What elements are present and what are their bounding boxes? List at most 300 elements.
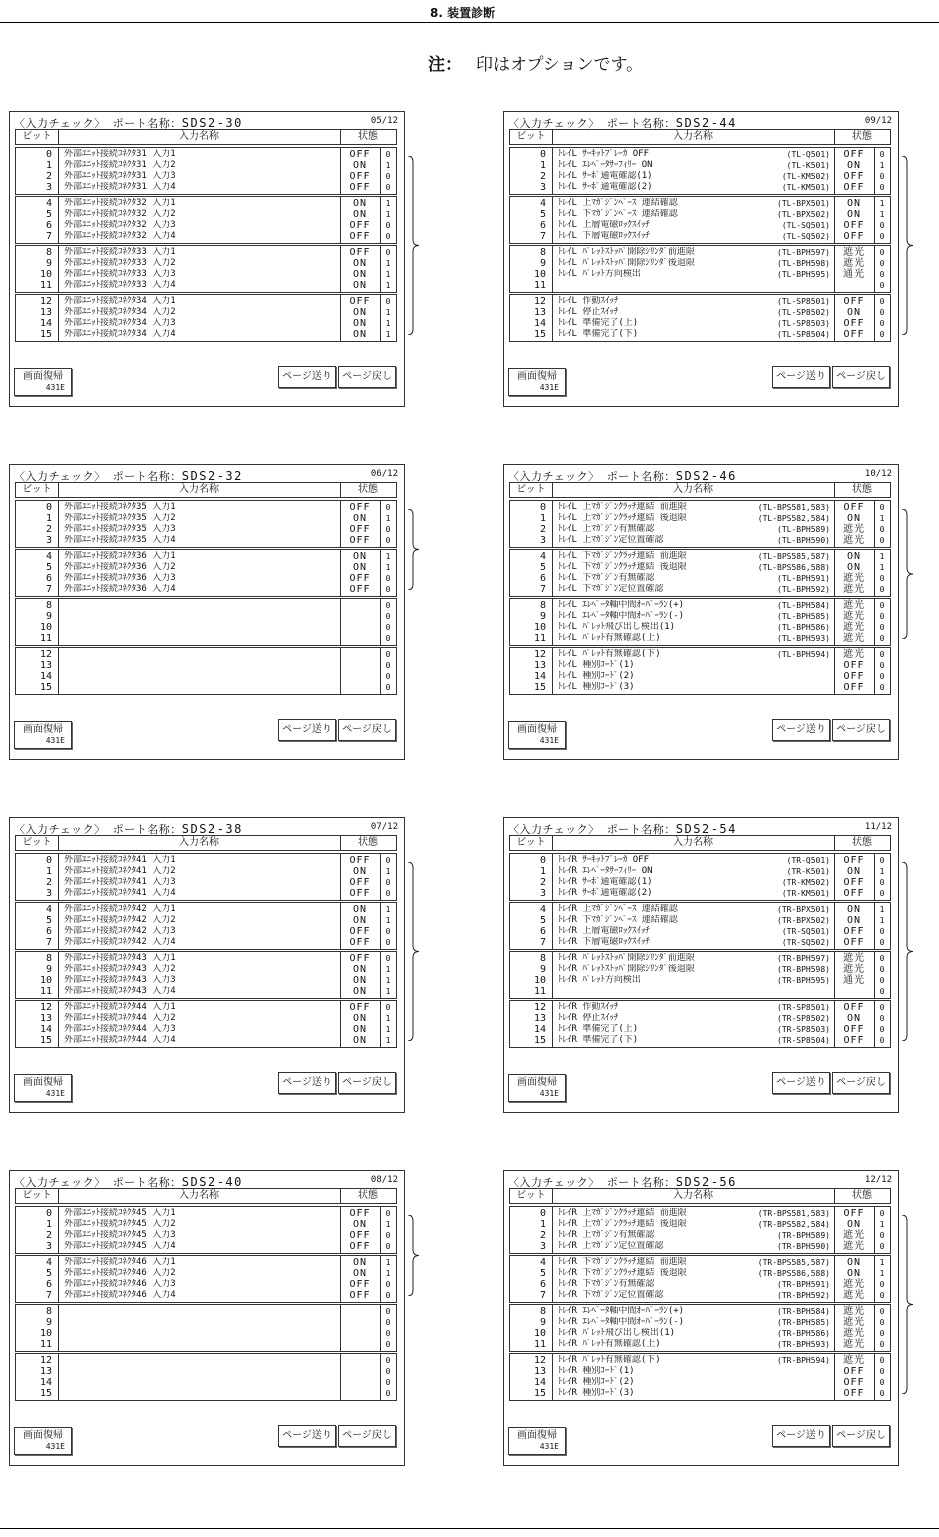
column-input-name: 入力名称	[552, 1189, 835, 1203]
screen-restore-button[interactable]	[14, 1427, 72, 1455]
table-row	[16, 269, 396, 280]
table-row	[510, 1219, 890, 1230]
table-row	[16, 600, 396, 611]
bit-value: 0	[385, 661, 391, 670]
input-state: OFF	[843, 877, 865, 888]
column-bit: ビット	[16, 130, 59, 144]
page-next-button[interactable]: ページ送り	[772, 366, 830, 388]
bit-number: 0	[539, 149, 546, 160]
page-prev-button[interactable]: ページ戻し	[832, 719, 890, 741]
input-name: ﾄﾚｲR ｴﾚﾍﾞｰﾀ軸中間ｵｰﾊﾞｰﾗﾝ(-)	[558, 1317, 685, 1327]
bit-number: 12	[533, 1002, 546, 1013]
device-code: (TR-BPH594)	[777, 1356, 830, 1365]
input-state: OFF	[349, 1241, 371, 1252]
bit-value: 0	[385, 954, 391, 963]
table-row	[16, 584, 396, 595]
screen-restore-button[interactable]	[508, 368, 566, 396]
input-name: 外部ﾕﾆｯﾄ接続ｺﾈｸﾀ33 入力2	[64, 258, 176, 268]
bit-number: 9	[45, 611, 52, 622]
bit-group	[509, 549, 891, 597]
table-row	[510, 551, 890, 562]
page-next-button[interactable]: ページ送り	[278, 1425, 336, 1447]
screen-restore-button[interactable]	[14, 721, 72, 749]
bit-number: 7	[45, 584, 52, 595]
device-code: (TL-Q501)	[786, 150, 830, 159]
option-brace	[901, 862, 915, 1041]
input-name: ﾄﾚｲL ﾊﾟﾚｯﾄｽﾄｯﾊﾟ開除ｼﾘﾝﾀﾞ後退限	[558, 258, 695, 268]
input-name: ﾄﾚｲR ｻｰﾎﾞ通電確認(2)	[558, 888, 653, 898]
input-name: ﾄﾚｲR 下ﾏｶﾞｼﾞﾝｸﾗｯﾁ連結 後退限	[558, 1268, 687, 1278]
diagnostic-panel	[9, 817, 405, 1113]
device-code: (TR-SP8501)	[777, 1003, 830, 1012]
page-prev-button[interactable]: ページ戻し	[338, 1425, 396, 1447]
input-state: ON	[352, 269, 368, 280]
bit-group	[15, 1353, 397, 1401]
bit-value: 1	[879, 867, 885, 876]
input-state: ON	[352, 280, 368, 291]
bit-number: 5	[45, 562, 52, 573]
bit-group	[509, 647, 891, 695]
device-code: (TR-BPH597)	[777, 954, 830, 963]
input-state: OFF	[349, 220, 371, 231]
page-prev-button[interactable]: ページ戻し	[832, 1072, 890, 1094]
input-name: 外部ﾕﾆｯﾄ接続ｺﾈｸﾀ31 入力3	[64, 171, 176, 181]
column-input-name: 入力名称	[58, 483, 341, 497]
bit-number: 10	[533, 975, 546, 986]
input-state: OFF	[349, 1279, 371, 1290]
column-bit: ビット	[510, 836, 553, 850]
input-state: 遮光	[843, 1355, 865, 1366]
device-code: (TL-BPH597)	[777, 248, 830, 257]
table-row	[16, 926, 396, 937]
table-header	[509, 129, 891, 145]
screen-restore-button[interactable]	[14, 1074, 72, 1102]
table-row	[510, 573, 890, 584]
bit-value: 1	[879, 199, 885, 208]
bit-number: 11	[533, 986, 546, 997]
device-code: (TR-SQ501)	[781, 927, 830, 936]
restore-code: 431E	[539, 1442, 559, 1451]
table-row	[510, 855, 890, 866]
input-name: 外部ﾕﾆｯﾄ接続ｺﾈｸﾀ46 入力4	[64, 1290, 176, 1300]
input-name: 外部ﾕﾆｯﾄ接続ｺﾈｸﾀ34 入力3	[64, 318, 176, 328]
input-name: ﾄﾚｲR 下ﾏｶﾞｼﾞﾝﾍﾞｰｽ 連結確認	[558, 915, 678, 925]
table-row	[510, 649, 890, 660]
input-state: ON	[846, 1013, 862, 1024]
option-brace	[901, 509, 915, 639]
bit-group	[509, 951, 891, 999]
screen-restore-button[interactable]	[14, 368, 72, 396]
column-input-name: 入力名称	[552, 483, 835, 497]
bit-group	[15, 1000, 397, 1048]
input-name: ﾄﾚｲR ｻｰﾎﾞ通電確認(1)	[558, 877, 653, 887]
brace-path	[408, 156, 419, 335]
device-code: (TL-BPS582,584)	[757, 514, 830, 523]
input-state: ON	[846, 198, 862, 209]
bit-number: 5	[539, 915, 546, 926]
bit-group	[15, 245, 397, 293]
table-row	[16, 1317, 396, 1328]
page-next-button[interactable]: ページ送り	[278, 366, 336, 388]
table-row	[16, 220, 396, 231]
input-state: OFF	[843, 318, 865, 329]
bit-value: 0	[385, 683, 391, 692]
input-state: 遮光	[843, 622, 865, 633]
bit-value: 1	[385, 1014, 391, 1023]
input-name: 外部ﾕﾆｯﾄ接続ｺﾈｸﾀ42 入力1	[64, 904, 176, 914]
device-code: (TL-BPS586,588)	[757, 563, 830, 572]
restore-code: 431E	[539, 736, 559, 745]
bit-number: 1	[539, 160, 546, 171]
page-next-button[interactable]: ページ送り	[772, 1072, 830, 1094]
bit-number: 8	[539, 247, 546, 258]
bit-number: 6	[539, 573, 546, 584]
bit-number: 11	[39, 986, 52, 997]
bit-value: 1	[385, 987, 391, 996]
input-state: ON	[846, 562, 862, 573]
table-header	[15, 835, 397, 851]
input-name: 外部ﾕﾆｯﾄ接続ｺﾈｸﾀ36 入力4	[64, 584, 176, 594]
device-code: (TL-SP8502)	[777, 308, 830, 317]
input-name: ﾄﾚｲL ｻｰﾎﾞ通電確認(2)	[558, 182, 653, 192]
restore-code: 431E	[45, 1442, 65, 1451]
bit-value: 0	[385, 232, 391, 241]
input-name: ﾄﾚｲL 下ﾏｶﾞｼﾞﾝ定位置確認	[558, 584, 664, 594]
bit-value: 0	[879, 232, 885, 241]
bit-value: 0	[385, 634, 391, 643]
input-state: OFF	[349, 1230, 371, 1241]
table-row	[510, 329, 890, 340]
table-row	[510, 258, 890, 269]
input-state: OFF	[349, 171, 371, 182]
bit-group	[509, 1353, 891, 1401]
table-row	[16, 1268, 396, 1279]
input-name: 外部ﾕﾆｯﾄ接続ｺﾈｸﾀ44 入力3	[64, 1024, 176, 1034]
table-row	[510, 1355, 890, 1366]
input-name: ﾄﾚｲL 上ﾏｶﾞｼﾞﾝﾍﾞｰｽ 連結確認	[558, 198, 678, 208]
device-code: (TL-KM501)	[781, 183, 830, 192]
brace-path	[902, 156, 913, 335]
input-state: ON	[846, 1257, 862, 1268]
page-next-button[interactable]: ページ送り	[772, 719, 830, 741]
input-state: OFF	[843, 220, 865, 231]
device-code: (TL-BPS581,583)	[757, 503, 830, 512]
page-next-button[interactable]: ページ送り	[772, 1425, 830, 1447]
table-row	[16, 502, 396, 513]
table-row	[16, 888, 396, 899]
input-name: 外部ﾕﾆｯﾄ接続ｺﾈｸﾀ43 入力1	[64, 953, 176, 963]
input-state: OFF	[349, 502, 371, 513]
input-state: 遮光	[843, 1290, 865, 1301]
bit-number: 2	[45, 877, 52, 888]
bit-number: 10	[39, 622, 52, 633]
table-row	[510, 269, 890, 280]
bit-value: 0	[879, 525, 885, 534]
input-state: ON	[352, 1013, 368, 1024]
bit-number: 3	[45, 535, 52, 546]
screen-title-label: 〈入力チェック〉 ポート名称：	[508, 823, 676, 836]
input-name: ﾄﾚｲR 種別ｺｰﾄﾞ(2)	[558, 1377, 635, 1387]
bit-number: 9	[539, 611, 546, 622]
page-next-button[interactable]: ページ送り	[278, 1072, 336, 1094]
bit-number: 1	[539, 866, 546, 877]
bit-value: 0	[879, 503, 885, 512]
table-row	[16, 1002, 396, 1013]
diagnostic-panel	[503, 464, 899, 760]
bit-number: 5	[45, 915, 52, 926]
bit-number: 3	[539, 1241, 546, 1252]
input-state: ON	[352, 1024, 368, 1035]
input-name: ﾄﾚｲL 上ﾏｶﾞｼﾞﾝｸﾗｯﾁ連結 後退限	[558, 513, 687, 523]
bit-number: 2	[539, 171, 546, 182]
device-code: (TL-BPH590)	[777, 536, 830, 545]
page-prev-button[interactable]: ページ戻し	[338, 366, 396, 388]
input-state: 遮光	[843, 964, 865, 975]
input-state: 遮光	[843, 649, 865, 660]
device-code: (TL-BPH594)	[777, 650, 830, 659]
input-state: OFF	[843, 149, 865, 160]
table-row	[16, 649, 396, 660]
bit-group	[509, 196, 891, 244]
table-row	[16, 573, 396, 584]
input-state: OFF	[843, 855, 865, 866]
input-state: 遮光	[843, 953, 865, 964]
device-code: (TL-BPH591)	[777, 574, 830, 583]
bit-number: 6	[45, 220, 52, 231]
bit-value: 0	[879, 634, 885, 643]
bit-number: 10	[533, 1328, 546, 1339]
note-label: 注：	[428, 55, 462, 75]
device-code: (TR-BPH584)	[777, 1307, 830, 1316]
table-row	[510, 986, 890, 997]
input-name: 外部ﾕﾆｯﾄ接続ｺﾈｸﾀ45 入力4	[64, 1241, 176, 1251]
bit-value: 0	[879, 308, 885, 317]
bit-value: 0	[879, 574, 885, 583]
input-name: ﾄﾚｲL ﾊﾟﾚｯﾄ飛び出し検出(1)	[558, 622, 676, 632]
bit-value: 0	[879, 1356, 885, 1365]
table-row	[510, 926, 890, 937]
device-code: (TR-BPH593)	[777, 1340, 830, 1349]
input-state: 遮光	[843, 600, 865, 611]
bit-number: 14	[39, 671, 52, 682]
table-row	[510, 220, 890, 231]
bit-value: 0	[879, 1318, 885, 1327]
device-code: (TL-BPH584)	[777, 601, 830, 610]
input-state: ON	[352, 258, 368, 269]
bit-value: 1	[879, 905, 885, 914]
input-name: 外部ﾕﾆｯﾄ接続ｺﾈｸﾀ45 入力2	[64, 1219, 176, 1229]
device-code: (TR-BPH589)	[777, 1231, 830, 1240]
table-row	[510, 682, 890, 693]
bit-value: 1	[879, 563, 885, 572]
bit-value: 1	[879, 916, 885, 925]
bit-value: 0	[385, 1367, 391, 1376]
bit-number: 14	[533, 671, 546, 682]
table-row	[510, 1268, 890, 1279]
input-name: 外部ﾕﾆｯﾄ接続ｺﾈｸﾀ44 入力4	[64, 1035, 176, 1045]
input-name: ﾄﾚｲL ｴﾚﾍﾞｰﾀ軸中間ｵｰﾊﾞｰﾗﾝ(+)	[558, 600, 685, 610]
input-name: 外部ﾕﾆｯﾄ接続ｺﾈｸﾀ31 入力2	[64, 160, 176, 170]
bit-value: 0	[879, 1307, 885, 1316]
bit-number: 7	[45, 937, 52, 948]
input-name: ﾄﾚｲR ｻｰｷｯﾄﾌﾞﾚｰｶ OFF	[558, 855, 650, 865]
input-state: 遮光	[843, 524, 865, 535]
input-state: OFF	[349, 855, 371, 866]
screen-title-label: 〈入力チェック〉 ポート名称：	[14, 1176, 182, 1189]
bit-number: 14	[39, 1377, 52, 1388]
page-prev-button[interactable]: ページ戻し	[832, 1425, 890, 1447]
input-state: OFF	[349, 247, 371, 258]
input-name: 外部ﾕﾆｯﾄ接続ｺﾈｸﾀ32 入力4	[64, 231, 176, 241]
table-row	[510, 171, 890, 182]
table-header	[15, 482, 397, 498]
input-state: OFF	[843, 1002, 865, 1013]
input-state: ON	[846, 866, 862, 877]
bit-value: 0	[879, 1036, 885, 1045]
bit-group	[509, 245, 891, 293]
bit-number: 1	[539, 513, 546, 524]
bit-number: 8	[45, 953, 52, 964]
input-state: ON	[352, 329, 368, 340]
table-row	[510, 307, 890, 318]
port-name: SDS2-32	[181, 469, 243, 483]
bit-value: 1	[385, 1025, 391, 1034]
device-code: (TR-BPH585)	[777, 1318, 830, 1327]
page-prev-button[interactable]: ページ戻し	[338, 1072, 396, 1094]
bit-number: 15	[39, 329, 52, 340]
diagnostic-panel	[9, 1170, 405, 1466]
device-code: (TL-BPH598)	[777, 259, 830, 268]
bit-group	[509, 1206, 891, 1254]
table-row	[510, 877, 890, 888]
device-code: (TL-K501)	[786, 161, 830, 170]
device-code: (TR-BPH590)	[777, 1242, 830, 1251]
input-state: ON	[352, 1219, 368, 1230]
bit-number: 6	[45, 573, 52, 584]
bit-value: 0	[879, 270, 885, 279]
bit-number: 9	[539, 964, 546, 975]
table-row	[16, 1035, 396, 1046]
bit-value: 0	[385, 1389, 391, 1398]
bit-value: 0	[879, 889, 885, 898]
table-row	[16, 1290, 396, 1301]
input-name: 外部ﾕﾆｯﾄ接続ｺﾈｸﾀ44 入力1	[64, 1002, 176, 1012]
input-state: ON	[352, 551, 368, 562]
option-note	[428, 50, 643, 75]
bit-number: 0	[45, 502, 52, 513]
input-name: 外部ﾕﾆｯﾄ接続ｺﾈｸﾀ31 入力1	[64, 149, 176, 159]
bit-value: 0	[879, 536, 885, 545]
table-row	[16, 1279, 396, 1290]
device-code: (TR-BPS585,587)	[757, 1258, 830, 1267]
table-row	[510, 1377, 890, 1388]
input-state: ON	[352, 307, 368, 318]
input-name: 外部ﾕﾆｯﾄ接続ｺﾈｸﾀ43 入力3	[64, 975, 176, 985]
page-number: 08/12	[370, 1175, 398, 1185]
table-row	[510, 1208, 890, 1219]
bit-value: 0	[385, 536, 391, 545]
bit-value: 0	[385, 221, 391, 230]
input-name: ﾄﾚｲR 上ﾏｶﾞｼﾞﾝﾍﾞｰｽ 連結確認	[558, 904, 678, 914]
brace-path	[408, 509, 419, 590]
input-state: 遮光	[843, 1241, 865, 1252]
bit-value: 0	[385, 938, 391, 947]
bit-group	[509, 598, 891, 646]
bit-number: 5	[539, 209, 546, 220]
device-code: (TR-BPS581,583)	[757, 1209, 830, 1218]
table-row	[510, 1306, 890, 1317]
input-state: 遮光	[843, 535, 865, 546]
bit-value: 1	[385, 965, 391, 974]
bit-number: 0	[539, 855, 546, 866]
table-row	[16, 318, 396, 329]
input-state: ON	[352, 1035, 368, 1046]
bit-value: 0	[879, 1014, 885, 1023]
input-state: 遮光	[843, 633, 865, 644]
bit-value: 0	[879, 601, 885, 610]
device-code: (TL-SP8504)	[777, 330, 830, 339]
input-name: 外部ﾕﾆｯﾄ接続ｺﾈｸﾀ41 入力1	[64, 855, 176, 865]
page-prev-button[interactable]: ページ戻し	[338, 719, 396, 741]
bit-number: 4	[539, 198, 546, 209]
bit-number: 2	[45, 171, 52, 182]
table-row	[510, 1279, 890, 1290]
page-prev-button[interactable]: ページ戻し	[832, 366, 890, 388]
input-state: 通光	[843, 269, 865, 280]
page-next-button[interactable]: ページ送り	[278, 719, 336, 741]
table-row	[16, 1388, 396, 1399]
bit-value: 0	[385, 856, 391, 865]
table-row	[16, 258, 396, 269]
screen-title-label: 〈入力チェック〉 ポート名称：	[14, 823, 182, 836]
device-code: (TR-BPH598)	[777, 965, 830, 974]
bit-value: 0	[879, 1367, 885, 1376]
input-name: ﾄﾚｲR 種別ｺｰﾄﾞ(3)	[558, 1388, 635, 1398]
column-state: 状態	[852, 131, 872, 142]
bit-number: 4	[539, 551, 546, 562]
input-name: ﾄﾚｲR ﾊﾟﾚｯﾄｽﾄｯﾊﾟ開除ｼﾘﾝﾀﾞ前進限	[558, 953, 695, 963]
bit-number: 8	[45, 1306, 52, 1317]
bit-number: 4	[45, 198, 52, 209]
screen-restore-button[interactable]	[508, 1074, 566, 1102]
input-state: 遮光	[843, 1328, 865, 1339]
restore-label: 画面復帰	[517, 1430, 557, 1441]
input-name: ﾄﾚｲL ﾊﾟﾚｯﾄ方向検出	[558, 269, 641, 279]
port-name: SDS2-40	[181, 1175, 243, 1189]
bit-value: 0	[879, 330, 885, 339]
device-code: (TL-BPX501)	[777, 199, 830, 208]
table-row	[510, 1366, 890, 1377]
device-code: (TL-SP8503)	[777, 319, 830, 328]
screen-restore-button[interactable]	[508, 1427, 566, 1455]
device-code: (TR-Q501)	[786, 856, 830, 865]
input-state: OFF	[349, 149, 371, 160]
input-name: 外部ﾕﾆｯﾄ接続ｺﾈｸﾀ34 入力1	[64, 296, 176, 306]
table-row	[510, 915, 890, 926]
bit-value: 0	[385, 601, 391, 610]
bit-group	[15, 951, 397, 999]
input-state: OFF	[843, 329, 865, 340]
table-row	[510, 1257, 890, 1268]
input-state: ON	[352, 160, 368, 171]
brace-path	[902, 1215, 913, 1394]
bit-value: 0	[385, 889, 391, 898]
bit-number: 9	[45, 258, 52, 269]
input-name: ﾄﾚｲR 種別ｺｰﾄﾞ(1)	[558, 1366, 635, 1376]
bit-number: 4	[539, 1257, 546, 1268]
screen-restore-button[interactable]	[508, 721, 566, 749]
table-row	[16, 611, 396, 622]
